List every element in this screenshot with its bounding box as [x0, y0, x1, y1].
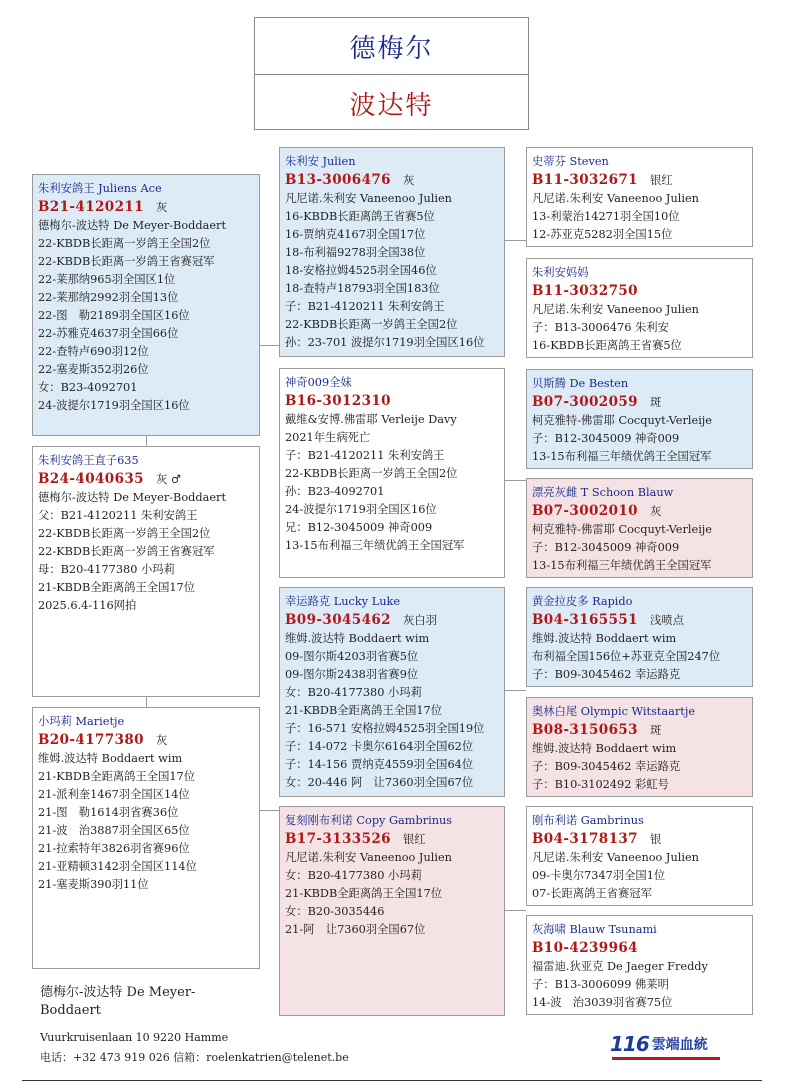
pigeon-detail-line: 13-利蒙治14271羽全国10位: [532, 210, 680, 223]
ring-row: [285, 830, 504, 849]
pigeon-detail-line: 24-波提尔1719羽全国区16位: [38, 399, 190, 412]
ring-row: [285, 171, 504, 190]
pigeon-card: [279, 147, 505, 357]
ring-number: B11-3032750: [532, 283, 638, 299]
ring-row: [532, 830, 752, 849]
pigeon-name: 史蒂芬 Steven: [532, 155, 609, 168]
ring-row: [532, 171, 752, 190]
connector-line: [504, 910, 526, 911]
connector-line: [146, 436, 147, 446]
pigeon-name: 朱利安鸽王直子635: [38, 454, 139, 467]
pigeon-detail-line: 22-苏雅克4637羽全国66位: [38, 327, 179, 340]
pigeon-card: [32, 707, 260, 969]
pigeon-detail-line: 柯克雅特-佛雷耶 Cocquyt-Verleije: [532, 414, 712, 427]
ring-number: B16-3012310: [285, 393, 391, 409]
pigeon-detail-line: 14-波 治3039羽省赛75位: [532, 996, 673, 1009]
pigeon-detail-line: 维姆.波达特 Boddaert wim: [532, 742, 677, 755]
pigeon-detail-line: 凡尼诺.朱利安 Vaneenoo Julien: [532, 851, 699, 864]
pigeon-detail-line: 子：B09-3045462 幸运路克: [532, 760, 681, 773]
pigeon-card: [526, 258, 753, 358]
pigeon-detail-line: 22-KBDB长距离一岁鸽王省赛冠军: [38, 545, 215, 558]
pigeon-name: 小玛莉 Marietje: [38, 715, 125, 728]
breeder-contact: 电话：+32 473 919 026 信箱：roelenkatrien@telenet.be: [40, 1051, 349, 1064]
feather-color: 灰: [649, 505, 662, 518]
pigeon-detail-line: 16-KBDB长距离鸽王省赛5位: [532, 339, 682, 352]
ring-number: B21-4120211: [38, 199, 144, 215]
pigeon-name: 漂亮灰雌 T Schoon Blauw: [532, 486, 674, 499]
pigeon-card: [526, 806, 753, 906]
pigeon-detail-line: 子：B21-4120211 朱利安鸽王: [285, 449, 445, 462]
pigeon-detail-line: 22-KBDB长距离一岁鸽王全国2位: [38, 237, 211, 250]
pigeon-detail-line: 21-KBDB全距离鸽王全国17位: [285, 704, 443, 717]
feather-color: 浅喷点: [649, 614, 684, 627]
pigeon-detail-line: 女：B23-4092701: [38, 381, 138, 394]
pigeon-detail-line: 22-查特卢690羽12位: [38, 345, 149, 358]
pigeon-detail-line: 22-KBDB长距离一岁鸽王全国2位: [38, 527, 211, 540]
pigeon-detail-line: 女：B20-4177380 小玛莉: [285, 686, 422, 699]
pigeon-detail-line: 21-亚精顿3142羽全国区114位: [38, 860, 197, 873]
pigeon-detail-line: 凡尼诺.朱利安 Vaneenoo Julien: [532, 192, 699, 205]
pigeon-detail-line: 18-安格拉姆4525羽全国46位: [285, 264, 437, 277]
pigeon-name: 朱利安 Julien: [285, 155, 356, 168]
pigeon-name: 贝斯腾 De Besten: [532, 377, 629, 390]
pigeon-detail-line: 凡尼诺.朱利安 Vaneenoo Julien: [285, 851, 452, 864]
pigeon-detail-line: 父：B21-4120211 朱利安鸽王: [38, 509, 198, 522]
ring-row: [532, 611, 752, 630]
pigeon-detail-line: 柯克雅特-佛雷耶 Cocquyt-Verleije: [532, 523, 712, 536]
pigeon-detail-line: 13-15布利福三年绩优鸽王全国冠军: [532, 559, 712, 572]
pigeon-detail-line: 22-KBDB长距离一岁鸽王全国2位: [285, 318, 458, 331]
pigeon-detail-line: 子：B12-3045009 神奇009: [532, 541, 680, 554]
connector-line: [146, 697, 147, 707]
ring-row: [38, 470, 259, 489]
pigeon-detail-line: 21-图 勒1614羽省赛36位: [38, 806, 179, 819]
ring-row: [38, 731, 259, 750]
feather-color: 银: [649, 833, 662, 846]
pigeon-card: [279, 368, 505, 578]
pigeon-detail-line: 子：14-072 卡奥尔6164羽全国62位: [285, 740, 474, 753]
pigeon-detail-line: 24-波提尔1719羽全国区16位: [285, 503, 437, 516]
pigeon-detail-line: 21-塞麦斯390羽11位: [38, 878, 149, 891]
pigeon-detail-line: 18-查特卢18793羽全国183位: [285, 282, 440, 295]
pigeon-name: 灰海啸 Blauw Tsunami: [532, 923, 657, 936]
pigeon-card: [526, 478, 753, 578]
connector-line: [504, 240, 526, 241]
pigeon-detail-line: 16-贾纳克4167羽全国17位: [285, 228, 426, 241]
feather-color: 灰: [155, 201, 168, 214]
pigeon-name: 朱利安妈妈: [532, 266, 589, 279]
pigeon-detail-line: 21-阿 让7360羽全国67位: [285, 923, 426, 936]
ring-number: B20-4177380: [38, 732, 144, 748]
pigeon-card: [279, 806, 505, 1016]
logo-number: 116: [610, 1032, 649, 1056]
pigeon-detail-line: 戴维&安博.佛雷耶 Verleije Davy: [285, 413, 457, 426]
pigeon-detail-line: 13-15布利福三年绩优鸽王全国冠军: [532, 450, 712, 463]
pigeon-detail-line: 子：16-571 安格拉姆4525羽全国19位: [285, 722, 485, 735]
pigeon-name: 奥林白尾 Olympic Witstaartje: [532, 705, 696, 718]
pigeon-detail-line: 22-莱那纳965羽全国区1位: [38, 273, 176, 286]
page-bottom-rule: [22, 1080, 762, 1081]
pigeon-detail-line: 22-莱那纳2992羽全国13位: [38, 291, 179, 304]
pigeon-detail-line: 12-苏亚克5282羽全国15位: [532, 228, 673, 241]
pigeon-detail-line: 22-KBDB长距离一岁鸽王省赛冠军: [38, 255, 215, 268]
pigeon-card: [526, 915, 753, 1015]
connector-line: [504, 480, 526, 481]
ring-row: [532, 393, 752, 412]
pigeon-detail-line: 子：B13-3006476 朱利安: [532, 321, 669, 334]
ring-number: B07-3002010: [532, 503, 638, 519]
pigeon-detail-line: 2021年生病死亡: [285, 431, 371, 444]
pigeon-name: 黄金拉皮多 Rapido: [532, 595, 633, 608]
connector-line: [259, 810, 279, 811]
pigeon-detail-line: 维姆.波达特 Boddaert wim: [532, 632, 677, 645]
pigeon-detail-line: 布利福全国156位+苏亚克全国247位: [532, 650, 721, 663]
pigeon-detail-line: 21-KBDB全距离鸽王全国17位: [285, 887, 443, 900]
pigeon-name: 朱利安鸽王 Juliens Ace: [38, 182, 162, 195]
logo-underline: [612, 1057, 720, 1060]
ring-number: B07-3002059: [532, 394, 638, 410]
connector-line: [504, 690, 526, 691]
pigeon-detail-line: 维姆.波达特 Boddaert wim: [38, 752, 183, 765]
ring-number: B24-4040635: [38, 471, 144, 487]
pigeon-name: 刚布利诺 Gambrinus: [532, 814, 644, 827]
pedigree-title-bottom: 波达特: [349, 90, 434, 121]
pigeon-detail-line: 子：B13-3006099 佛莱明: [532, 978, 669, 991]
ring-row: [532, 282, 752, 301]
pigeon-detail-line: 德梅尔-波达特 De Meyer-Boddaert: [38, 219, 226, 232]
feather-color: 灰白羽: [402, 614, 437, 627]
pigeon-detail-line: 09-卡奥尔7347羽全国1位: [532, 869, 666, 882]
feather-color: 灰: [155, 734, 168, 747]
ring-row: [532, 939, 752, 958]
logo-text: 雲端血統: [651, 1037, 708, 1053]
pigeon-detail-line: 22-KBDB长距离一岁鸽王全国2位: [285, 467, 458, 480]
pigeon-detail-line: 德梅尔-波达特 De Meyer-Boddaert: [38, 491, 226, 504]
ring-number: B08-3150653: [532, 722, 638, 738]
brand-logo: [610, 1030, 708, 1056]
ring-row: [285, 611, 504, 630]
pigeon-detail-line: 21-波 治3887羽全国区65位: [38, 824, 190, 837]
feather-color: 斑: [649, 724, 662, 737]
pigeon-detail-line: 孙：23-701 波提尔1719羽全国区16位: [285, 336, 485, 349]
pigeon-detail-line: 子：14-156 贾纳克4559羽全国64位: [285, 758, 474, 771]
pigeon-detail-line: 07-长距离鸽王省赛冠军: [532, 887, 652, 900]
pigeon-detail-line: 子：B12-3045009 神奇009: [532, 432, 680, 445]
ring-number: B17-3133526: [285, 831, 391, 847]
pigeon-detail-line: 凡尼诺.朱利安 Vaneenoo Julien: [285, 192, 452, 205]
pigeon-detail-line: 子：B09-3045462 幸运路克: [532, 668, 681, 681]
pigeon-detail-line: 孙：B23-4092701: [285, 485, 385, 498]
feather-color: 灰 ♂: [155, 473, 181, 486]
ring-row: [285, 392, 504, 411]
pigeon-detail-line: 母：B20-4177380 小玛莉: [38, 563, 175, 576]
pigeon-name: 复刻刚布利诺 Copy Gambrinus: [285, 814, 453, 827]
pigeon-card: [526, 147, 753, 247]
pigeon-card: [526, 697, 753, 797]
pedigree-title-top: 德梅尔: [255, 18, 528, 75]
pigeon-detail-line: 2025.6.4-116网拍: [38, 599, 137, 612]
ring-number: B09-3045462: [285, 612, 391, 628]
pigeon-card: [279, 587, 505, 797]
pigeon-detail-line: 子：B10-3102492 彩虹号: [532, 778, 669, 791]
pigeon-detail-line: 18-布利福9278羽全国38位: [285, 246, 426, 259]
feather-color: 银红: [402, 833, 426, 846]
pigeon-detail-line: 13-15布利福三年绩优鸽王全国冠军: [285, 539, 465, 552]
pigeon-detail-line: 兄：B12-3045009 神奇009: [285, 521, 433, 534]
pedigree-title-box: [254, 17, 529, 130]
pigeon-detail-line: 21-拉索特年3826羽省赛96位: [38, 842, 190, 855]
connector-line: [259, 345, 279, 346]
pigeon-detail-line: 21-KBDB全距离鸽王全国17位: [38, 770, 196, 783]
feather-color: 银红: [649, 174, 673, 187]
pigeon-card: [32, 446, 260, 697]
ring-number: B04-3165551: [532, 612, 638, 628]
pigeon-detail-line: 22-图 勒2189羽全国区16位: [38, 309, 190, 322]
ring-number: B04-3178137: [532, 831, 638, 847]
ring-row: [532, 502, 752, 521]
pigeon-name: 幸运路克 Lucky Luke: [285, 595, 401, 608]
ring-row: [38, 198, 259, 217]
pigeon-detail-line: 福雷迪.狄亚克 De Jaeger Freddy: [532, 960, 708, 973]
feather-color: 灰: [402, 174, 415, 187]
pigeon-detail-line: 21-KBDB全距离鸽王全国17位: [38, 581, 196, 594]
pigeon-detail-line: 女：20-446 阿 让7360羽全国67位: [285, 776, 474, 789]
breeder-name: 德梅尔-波达特 De Meyer-Boddaert: [40, 985, 196, 1018]
breeder-address: Vuurkruisenlaan 10 9220 Hamme: [40, 1031, 229, 1044]
pigeon-detail-line: 维姆.波达特 Boddaert wim: [285, 632, 430, 645]
ring-number: B11-3032671: [532, 172, 638, 188]
pigeon-detail-line: 09-图尔斯2438羽省赛9位: [285, 668, 419, 681]
ring-number: B13-3006476: [285, 172, 391, 188]
pigeon-detail-line: 子：B21-4120211 朱利安鸽王: [285, 300, 445, 313]
pigeon-card: [32, 174, 260, 436]
pigeon-detail-line: 女：B20-3035446: [285, 905, 385, 918]
pigeon-card: [526, 369, 753, 469]
pigeon-card: [526, 587, 753, 687]
ring-number: B10-4239964: [532, 940, 638, 956]
pigeon-detail-line: 09-图尔斯4203羽省赛5位: [285, 650, 419, 663]
pigeon-detail-line: 凡尼诺.朱利安 Vaneenoo Julien: [532, 303, 699, 316]
feather-color: 斑: [649, 396, 662, 409]
pigeon-detail-line: 22-塞麦斯352羽26位: [38, 363, 149, 376]
pigeon-detail-line: 21-派利奎1467羽全国区14位: [38, 788, 190, 801]
pigeon-detail-line: 女：B20-4177380 小玛莉: [285, 869, 422, 882]
ring-row: [532, 721, 752, 740]
pigeon-detail-line: 16-KBDB长距离鸽王省赛5位: [285, 210, 435, 223]
pigeon-name: 神奇009全妹: [285, 376, 352, 389]
